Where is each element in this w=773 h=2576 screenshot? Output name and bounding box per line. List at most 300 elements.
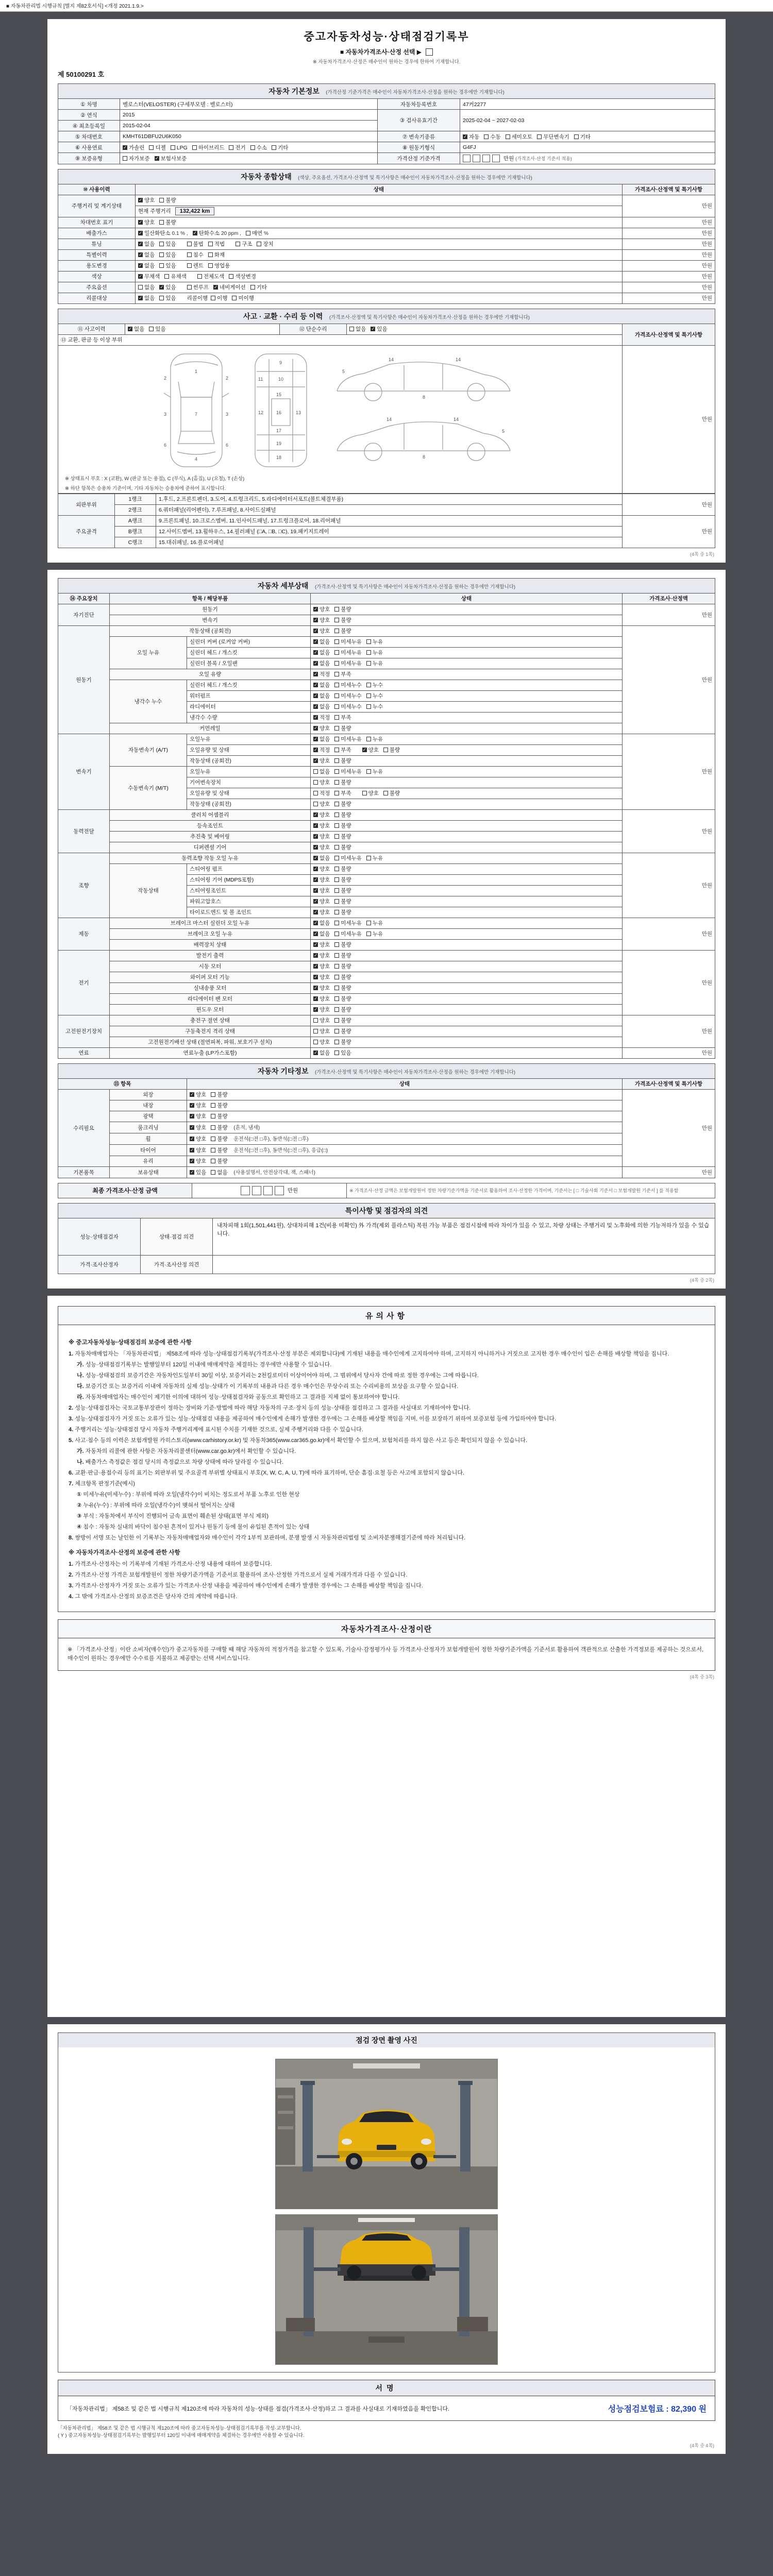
price-digit-box[interactable] xyxy=(263,1186,273,1195)
checkbox-양호[interactable] xyxy=(362,789,379,797)
checkbox-box[interactable] xyxy=(506,134,510,139)
checkbox-불량[interactable] xyxy=(334,984,351,992)
checkbox-디젤[interactable] xyxy=(149,144,165,151)
checkbox-불량[interactable] xyxy=(334,962,351,970)
checkbox-불량[interactable] xyxy=(334,843,351,851)
checkbox-없음[interactable] xyxy=(138,240,155,248)
checkbox-양호[interactable] xyxy=(313,876,330,884)
checkbox-box[interactable] xyxy=(138,274,143,279)
checkbox-box[interactable] xyxy=(211,1114,215,1118)
checkbox-없음[interactable] xyxy=(313,735,330,743)
checkbox-box[interactable] xyxy=(257,242,261,246)
checkbox-box[interactable] xyxy=(208,252,213,257)
checkbox-없음[interactable] xyxy=(138,294,155,302)
checkbox-없음[interactable] xyxy=(138,262,155,269)
checkbox-box[interactable] xyxy=(190,1103,194,1108)
checkbox-양호[interactable] xyxy=(313,952,330,959)
checkbox-box[interactable] xyxy=(334,802,339,806)
checkbox-box[interactable] xyxy=(334,986,339,990)
checkbox-색상변경[interactable] xyxy=(229,273,256,280)
checkbox-불량[interactable] xyxy=(334,616,351,624)
checkbox-있음[interactable] xyxy=(159,294,176,302)
checkbox-없음[interactable] xyxy=(313,930,330,938)
checkbox-양호[interactable] xyxy=(313,843,330,851)
checkbox-box[interactable] xyxy=(313,1050,318,1055)
checkbox-썬루프[interactable] xyxy=(187,283,209,291)
checkbox-양호[interactable] xyxy=(313,605,330,613)
checkbox-box[interactable] xyxy=(334,1007,339,1012)
checkbox-없음[interactable] xyxy=(349,325,366,333)
price-survey-checkbox[interactable] xyxy=(426,48,433,56)
checkbox-box[interactable] xyxy=(229,145,233,150)
checkbox-box[interactable] xyxy=(334,629,339,633)
checkbox-양호[interactable] xyxy=(190,1101,206,1109)
checkbox-box[interactable] xyxy=(366,737,371,741)
checkbox-있음[interactable] xyxy=(159,240,176,248)
checkbox-box[interactable] xyxy=(187,242,192,246)
checkbox-box[interactable] xyxy=(208,263,213,268)
checkbox-양호[interactable] xyxy=(313,724,330,732)
checkbox-box[interactable] xyxy=(334,931,339,936)
checkbox-미세누수[interactable] xyxy=(334,703,362,710)
price-digit-box[interactable] xyxy=(241,1186,250,1195)
checkbox-box[interactable] xyxy=(313,964,318,969)
checkbox-box[interactable] xyxy=(366,650,371,655)
checkbox-불량[interactable] xyxy=(383,746,400,754)
checkbox-box[interactable] xyxy=(313,672,318,676)
checkbox-box[interactable] xyxy=(383,791,388,795)
checkbox-무단변속기[interactable] xyxy=(537,133,569,141)
checkbox-box[interactable] xyxy=(250,145,255,150)
checkbox-box[interactable] xyxy=(313,856,318,860)
checkbox-box[interactable] xyxy=(334,618,339,622)
checkbox-구조[interactable] xyxy=(236,240,252,248)
checkbox-box[interactable] xyxy=(190,1114,194,1118)
checkbox-수소[interactable] xyxy=(250,144,267,151)
checkbox-box[interactable] xyxy=(334,953,339,958)
checkbox-양호[interactable] xyxy=(190,1112,206,1120)
checkbox-기타[interactable] xyxy=(574,133,591,141)
checkbox-box[interactable] xyxy=(334,769,339,774)
checkbox-불량[interactable] xyxy=(334,887,351,894)
checkbox-불량[interactable] xyxy=(334,757,351,765)
checkbox-box[interactable] xyxy=(193,231,197,235)
checkbox-box[interactable] xyxy=(313,1007,318,1012)
checkbox-불량[interactable] xyxy=(334,1006,351,1013)
checkbox-box[interactable] xyxy=(211,1159,215,1163)
checkbox-영업용[interactable] xyxy=(208,262,230,269)
checkbox-있음[interactable] xyxy=(159,251,176,259)
checkbox-가솔린[interactable] xyxy=(123,144,144,151)
checkbox-box[interactable] xyxy=(334,1040,339,1044)
checkbox-box[interactable] xyxy=(537,134,542,139)
checkbox-있음[interactable] xyxy=(159,283,176,291)
checkbox-불량[interactable] xyxy=(334,800,351,808)
checkbox-box[interactable] xyxy=(190,1148,194,1153)
checkbox-box[interactable] xyxy=(313,693,318,698)
checkbox-기타[interactable] xyxy=(272,144,288,151)
checkbox-box[interactable] xyxy=(159,263,164,268)
checkbox-없음[interactable] xyxy=(211,1168,227,1176)
checkbox-box[interactable] xyxy=(334,1018,339,1023)
checkbox-불량[interactable] xyxy=(334,876,351,884)
checkbox-box[interactable] xyxy=(187,285,192,290)
checkbox-box[interactable] xyxy=(334,899,339,904)
checkbox-box[interactable] xyxy=(229,274,233,279)
checkbox-box[interactable] xyxy=(366,693,371,698)
checkbox-box[interactable] xyxy=(313,618,318,622)
checkbox-누수[interactable] xyxy=(366,681,383,689)
checkbox-box[interactable] xyxy=(313,867,318,871)
checkbox-누수[interactable] xyxy=(366,703,383,710)
checkbox-기타[interactable] xyxy=(250,283,267,291)
checkbox-box[interactable] xyxy=(362,791,367,795)
checkbox-없음[interactable] xyxy=(313,659,330,667)
checkbox-box[interactable] xyxy=(313,704,318,709)
checkbox-전체도색[interactable] xyxy=(197,273,225,280)
checkbox-box[interactable] xyxy=(155,156,159,161)
checkbox-box[interactable] xyxy=(334,607,339,612)
checkbox-box[interactable] xyxy=(138,263,143,268)
checkbox-있음[interactable] xyxy=(159,262,176,269)
checkbox-box[interactable] xyxy=(187,252,192,257)
checkbox-box[interactable] xyxy=(211,1125,215,1130)
checkbox-미세누유[interactable] xyxy=(334,659,362,667)
checkbox-유채색[interactable] xyxy=(164,273,186,280)
checkbox-불량[interactable] xyxy=(334,778,351,786)
checkbox-양호[interactable] xyxy=(313,995,330,1003)
checkbox-box[interactable] xyxy=(334,834,339,839)
checkbox-적정[interactable] xyxy=(313,714,330,721)
checkbox-누유[interactable] xyxy=(366,768,383,775)
checkbox-불량[interactable] xyxy=(211,1146,227,1154)
checkbox-침수[interactable] xyxy=(187,251,204,259)
checkbox-box[interactable] xyxy=(313,715,318,720)
checkbox-box[interactable] xyxy=(334,758,339,763)
checkbox-box[interactable] xyxy=(138,220,143,225)
checkbox-불량[interactable] xyxy=(334,897,351,905)
checkbox-box[interactable] xyxy=(334,888,339,893)
checkbox-양호[interactable] xyxy=(313,962,330,970)
checkbox-box[interactable] xyxy=(138,231,143,235)
checkbox-불량[interactable] xyxy=(334,605,351,613)
checkbox-불량[interactable] xyxy=(334,724,351,732)
checkbox-양호[interactable] xyxy=(313,984,330,992)
checkbox-box[interactable] xyxy=(366,931,371,936)
checkbox-없음[interactable] xyxy=(313,703,330,710)
checkbox-미세누수[interactable] xyxy=(334,692,362,700)
checkbox-box[interactable] xyxy=(334,856,339,860)
checkbox-양호[interactable] xyxy=(313,1038,330,1046)
checkbox-box[interactable] xyxy=(159,285,164,290)
checkbox-box[interactable] xyxy=(334,791,339,795)
price-digit-box[interactable] xyxy=(252,1186,261,1195)
checkbox-미세누유[interactable] xyxy=(334,735,362,743)
checkbox-box[interactable] xyxy=(463,134,467,139)
checkbox-box[interactable] xyxy=(366,683,371,687)
checkbox-box[interactable] xyxy=(313,1040,318,1044)
checkbox-양호[interactable] xyxy=(313,822,330,829)
checkbox-box[interactable] xyxy=(313,607,318,612)
checkbox-양호[interactable] xyxy=(313,897,330,905)
checkbox-양호[interactable] xyxy=(313,757,330,765)
checkbox-box[interactable] xyxy=(159,252,164,257)
checkbox-box[interactable] xyxy=(208,242,213,246)
checkbox-불량[interactable] xyxy=(334,941,351,948)
checkbox-미이행[interactable] xyxy=(232,294,254,302)
checkbox-있음[interactable] xyxy=(334,1049,351,1057)
checkbox-box[interactable] xyxy=(334,823,339,828)
checkbox-누유[interactable] xyxy=(366,930,383,938)
checkbox-box[interactable] xyxy=(313,769,318,774)
checkbox-있음[interactable] xyxy=(371,325,387,333)
checkbox-양호[interactable] xyxy=(313,941,330,948)
checkbox-양호[interactable] xyxy=(190,1124,206,1131)
checkbox-양호[interactable] xyxy=(313,800,330,808)
checkbox-box[interactable] xyxy=(313,639,318,644)
checkbox-미세누유[interactable] xyxy=(334,930,362,938)
checkbox-box[interactable] xyxy=(313,726,318,731)
checkbox-적법[interactable] xyxy=(208,240,225,248)
checkbox-하이브리드[interactable] xyxy=(192,144,225,151)
checkbox-box[interactable] xyxy=(313,931,318,936)
price-digit-box[interactable] xyxy=(492,155,500,162)
checkbox-box[interactable] xyxy=(334,996,339,1001)
checkbox-box[interactable] xyxy=(313,748,318,752)
checkbox-불량[interactable] xyxy=(334,1027,351,1035)
checkbox-불량[interactable] xyxy=(211,1135,227,1143)
checkbox-불량[interactable] xyxy=(383,789,400,797)
checkbox-box[interactable] xyxy=(366,856,371,860)
checkbox-box[interactable] xyxy=(334,715,339,720)
checkbox-양호[interactable] xyxy=(313,973,330,981)
checkbox-누유[interactable] xyxy=(366,638,383,646)
checkbox-box[interactable] xyxy=(138,296,143,300)
checkbox-네비게이션[interactable] xyxy=(213,283,246,291)
checkbox-box[interactable] xyxy=(250,285,255,290)
checkbox-box[interactable] xyxy=(334,650,339,655)
checkbox-box[interactable] xyxy=(349,327,354,331)
checkbox-양호[interactable] xyxy=(313,627,330,635)
checkbox-box[interactable] xyxy=(313,942,318,947)
checkbox-box[interactable] xyxy=(334,693,339,698)
checkbox-box[interactable] xyxy=(313,780,318,785)
checkbox-box[interactable] xyxy=(334,639,339,644)
checkbox-box[interactable] xyxy=(313,1029,318,1033)
checkbox-box[interactable] xyxy=(211,1137,215,1141)
checkbox-box[interactable] xyxy=(484,134,489,139)
checkbox-box[interactable] xyxy=(164,274,169,279)
checkbox-세미오토[interactable] xyxy=(506,133,533,141)
checkbox-없음[interactable] xyxy=(138,283,155,291)
checkbox-자동[interactable] xyxy=(463,133,479,141)
checkbox-box[interactable] xyxy=(213,285,218,290)
checkbox-부족[interactable] xyxy=(334,714,351,721)
checkbox-양호[interactable] xyxy=(313,833,330,840)
checkbox-box[interactable] xyxy=(313,910,318,914)
checkbox-무채색[interactable] xyxy=(138,273,160,280)
checkbox-불량[interactable] xyxy=(211,1124,227,1131)
checkbox-box[interactable] xyxy=(138,242,143,246)
checkbox-불량[interactable] xyxy=(334,995,351,1003)
checkbox-box[interactable] xyxy=(313,975,318,979)
checkbox-box[interactable] xyxy=(313,899,318,904)
checkbox-box[interactable] xyxy=(159,220,164,225)
checkbox-누유[interactable] xyxy=(366,649,383,656)
checkbox-불량[interactable] xyxy=(334,1016,351,1024)
checkbox-box[interactable] xyxy=(334,877,339,882)
checkbox-불량[interactable] xyxy=(211,1157,227,1165)
checkbox-일산화탄소[interactable] xyxy=(138,229,188,237)
checkbox-누유[interactable] xyxy=(366,919,383,927)
checkbox-미세누유[interactable] xyxy=(334,649,362,656)
checkbox-box[interactable] xyxy=(123,145,127,150)
checkbox-수동[interactable] xyxy=(484,133,500,141)
checkbox-양호[interactable] xyxy=(313,908,330,916)
checkbox-box[interactable] xyxy=(313,845,318,850)
checkbox-box[interactable] xyxy=(123,156,127,161)
checkbox-box[interactable] xyxy=(334,845,339,850)
checkbox-box[interactable] xyxy=(371,327,375,331)
checkbox-장치[interactable] xyxy=(257,240,273,248)
checkbox-box[interactable] xyxy=(313,661,318,666)
checkbox-없음[interactable] xyxy=(313,638,330,646)
checkbox-box[interactable] xyxy=(187,263,192,268)
checkbox-불량[interactable] xyxy=(334,627,351,635)
checkbox-불량[interactable] xyxy=(334,1038,351,1046)
price-digit-box[interactable] xyxy=(473,155,480,162)
checkbox-box[interactable] xyxy=(313,823,318,828)
checkbox-불량[interactable] xyxy=(334,811,351,819)
checkbox-box[interactable] xyxy=(334,1029,339,1033)
checkbox-box[interactable] xyxy=(334,910,339,914)
checkbox-box[interactable] xyxy=(197,274,202,279)
checkbox-box[interactable] xyxy=(366,921,371,925)
checkbox-box[interactable] xyxy=(366,661,371,666)
checkbox-부족[interactable] xyxy=(334,746,351,754)
checkbox-box[interactable] xyxy=(171,145,175,150)
checkbox-box[interactable] xyxy=(190,1170,194,1175)
checkbox-불량[interactable] xyxy=(334,865,351,873)
checkbox-box[interactable] xyxy=(334,672,339,676)
checkbox-양호[interactable] xyxy=(190,1135,206,1143)
checkbox-화재[interactable] xyxy=(208,251,225,259)
checkbox-box[interactable] xyxy=(334,748,339,752)
price-digit-box[interactable] xyxy=(275,1186,284,1195)
checkbox-box[interactable] xyxy=(366,704,371,709)
checkbox-불량[interactable] xyxy=(334,833,351,840)
checkbox-미세누유[interactable] xyxy=(334,638,362,646)
checkbox-box[interactable] xyxy=(313,834,318,839)
checkbox-매연[interactable] xyxy=(246,229,268,237)
checkbox-box[interactable] xyxy=(149,145,154,150)
price-digit-box[interactable] xyxy=(463,155,470,162)
checkbox-부족[interactable] xyxy=(334,670,351,678)
checkbox-box[interactable] xyxy=(138,252,143,257)
checkbox-box[interactable] xyxy=(334,683,339,687)
checkbox-없음[interactable] xyxy=(313,649,330,656)
checkbox-box[interactable] xyxy=(159,198,164,202)
checkbox-box[interactable] xyxy=(313,996,318,1001)
checkbox-box[interactable] xyxy=(334,704,339,709)
checkbox-box[interactable] xyxy=(313,650,318,655)
checkbox-불량[interactable] xyxy=(159,218,176,226)
checkbox-box[interactable] xyxy=(313,737,318,741)
checkbox-box[interactable] xyxy=(313,629,318,633)
checkbox-양호[interactable] xyxy=(313,1006,330,1013)
checkbox-양호[interactable] xyxy=(313,1027,330,1035)
checkbox-box[interactable] xyxy=(211,1103,215,1108)
checkbox-box[interactable] xyxy=(313,758,318,763)
checkbox-전기[interactable] xyxy=(229,144,245,151)
checkbox-미세누수[interactable] xyxy=(334,681,362,689)
value-box[interactable]: 132,422 km xyxy=(175,207,215,215)
checkbox-있음[interactable] xyxy=(149,325,165,333)
checkbox-적정[interactable] xyxy=(313,746,330,754)
checkbox-box[interactable] xyxy=(149,327,154,331)
checkbox-양호[interactable] xyxy=(190,1146,206,1154)
checkbox-적정[interactable] xyxy=(313,670,330,678)
checkbox-이행[interactable] xyxy=(211,294,227,302)
checkbox-box[interactable] xyxy=(211,296,215,300)
checkbox-없음[interactable] xyxy=(313,768,330,775)
checkbox-양호[interactable] xyxy=(313,778,330,786)
checkbox-양호[interactable] xyxy=(138,196,155,204)
checkbox-box[interactable] xyxy=(313,802,318,806)
checkbox-보험사보증[interactable] xyxy=(155,155,187,162)
checkbox-box[interactable] xyxy=(272,145,276,150)
checkbox-없음[interactable] xyxy=(313,854,330,862)
checkbox-box[interactable] xyxy=(313,791,318,795)
checkbox-box[interactable] xyxy=(138,285,143,290)
checkbox-불량[interactable] xyxy=(159,196,176,204)
checkbox-box[interactable] xyxy=(366,639,371,644)
checkbox-box[interactable] xyxy=(190,1137,194,1141)
checkbox-box[interactable] xyxy=(211,1148,215,1153)
checkbox-box[interactable] xyxy=(383,748,388,752)
checkbox-불량[interactable] xyxy=(334,908,351,916)
checkbox-box[interactable] xyxy=(334,780,339,785)
checkbox-box[interactable] xyxy=(334,975,339,979)
checkbox-불법[interactable] xyxy=(187,240,204,248)
checkbox-미세누유[interactable] xyxy=(334,854,362,862)
checkbox-box[interactable] xyxy=(159,242,164,246)
checkbox-양호[interactable] xyxy=(313,616,330,624)
checkbox-box[interactable] xyxy=(334,964,339,969)
checkbox-양호[interactable] xyxy=(313,1016,330,1024)
checkbox-양호[interactable] xyxy=(313,811,330,819)
checkbox-부족[interactable] xyxy=(334,789,351,797)
checkbox-box[interactable] xyxy=(313,986,318,990)
checkbox-불량[interactable] xyxy=(334,952,351,959)
checkbox-box[interactable] xyxy=(159,296,164,300)
checkbox-없음[interactable] xyxy=(313,692,330,700)
checkbox-box[interactable] xyxy=(236,242,240,246)
checkbox-box[interactable] xyxy=(313,921,318,925)
checkbox-양호[interactable] xyxy=(362,746,379,754)
checkbox-누유[interactable] xyxy=(366,659,383,667)
checkbox-box[interactable] xyxy=(334,942,339,947)
checkbox-불량[interactable] xyxy=(211,1112,227,1120)
checkbox-box[interactable] xyxy=(334,661,339,666)
checkbox-box[interactable] xyxy=(334,1050,339,1055)
checkbox-불량[interactable] xyxy=(211,1091,227,1098)
checkbox-없음[interactable] xyxy=(313,1049,330,1057)
checkbox-box[interactable] xyxy=(334,737,339,741)
checkbox-불량[interactable] xyxy=(334,973,351,981)
checkbox-box[interactable] xyxy=(334,812,339,817)
checkbox-없음[interactable] xyxy=(313,919,330,927)
